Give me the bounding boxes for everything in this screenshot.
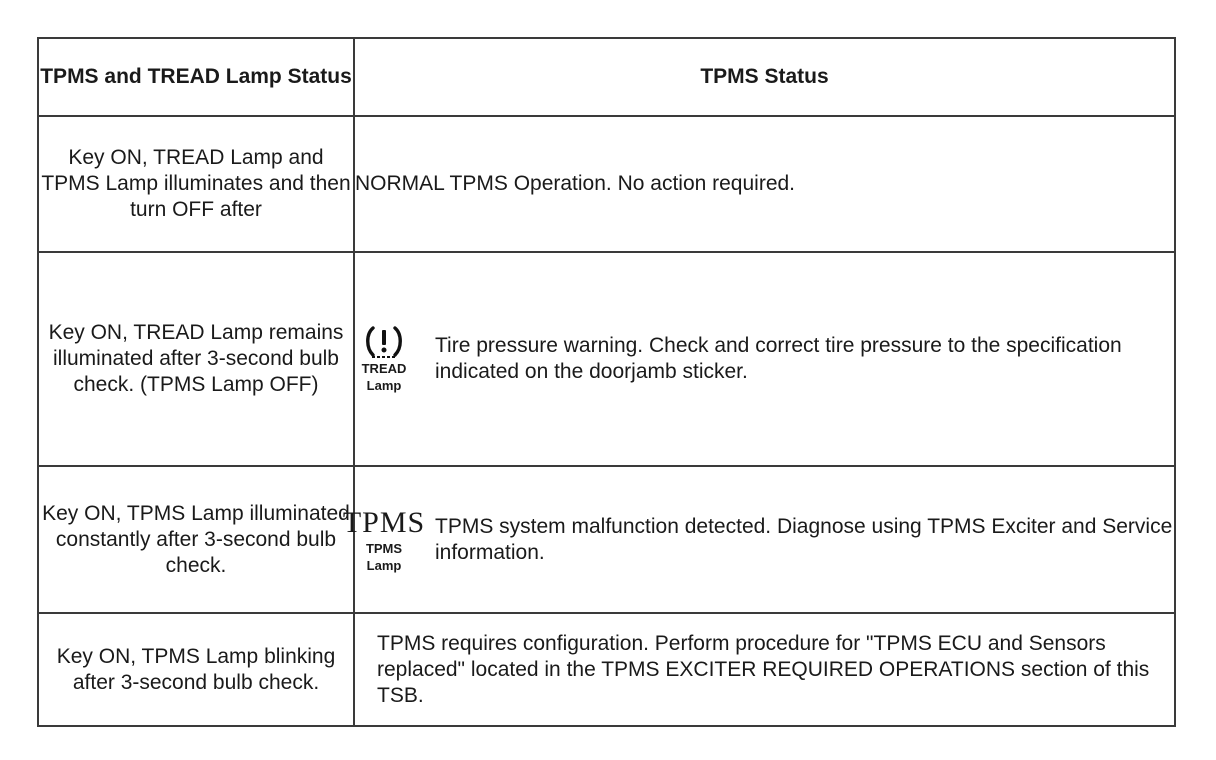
table-row — [38, 116, 1175, 252]
tpms-status-text: Tire pressure warning. Check and correct tire pressure to the specification indicated on the doorjamb sticker. — [435, 334, 1122, 383]
tread-lamp — [343, 324, 425, 394]
tpms-status-text: TPMS system malfunction detected. Diagnose using TPMS Exciter and Service information. — [435, 514, 1173, 564]
table-row — [38, 252, 1175, 466]
lamp-caption-line2: Lamp — [366, 378, 402, 393]
tpms-lamp — [343, 506, 425, 574]
lamp-status-cell: Key ON, TPMS Lamp illuminated constantly after 3-second bulb check. — [38, 466, 354, 613]
header-tpms-status: TPMS Status — [354, 38, 1175, 116]
table-header-row — [38, 38, 1175, 116]
tpms-lamp-icon: TPMS — [342, 505, 426, 539]
tpms-status-cell — [342, 466, 1175, 613]
lamp-status-cell: Key ON, TREAD Lamp remains illuminated after 3-second bulb check. (TPMS Lamp OFF) — [38, 252, 354, 466]
tpms-status-cell: TPMS requires configuration. Perform procedure for "TPMS ECU and Sensors replaced" located in the TPMS EXCITER REQUIRED OPERATIONS section of this TSB. — [354, 613, 1175, 726]
lamp-status-cell: Key ON, TREAD Lamp and TPMS Lamp illuminates and then turn OFF after — [38, 116, 354, 252]
lamp-caption-line1: TREAD — [361, 361, 407, 376]
tpms-status-cell — [354, 252, 1175, 466]
tire-pressure-warning-icon — [364, 324, 404, 360]
table-row — [38, 466, 1175, 613]
lamp-caption-line1: TPMS — [365, 540, 403, 556]
lamp-status-cell: Key ON, TPMS Lamp blinking after 3-second bulb check. — [38, 613, 354, 726]
header-lamp-status: TPMS and TREAD Lamp Status — [38, 38, 354, 116]
table-row — [38, 613, 1175, 726]
tpms-status-table — [37, 37, 1176, 727]
tpms-status-cell: NORMAL TPMS Operation. No action required. — [354, 116, 1175, 252]
lamp-caption-line2: Lamp — [366, 557, 402, 573]
